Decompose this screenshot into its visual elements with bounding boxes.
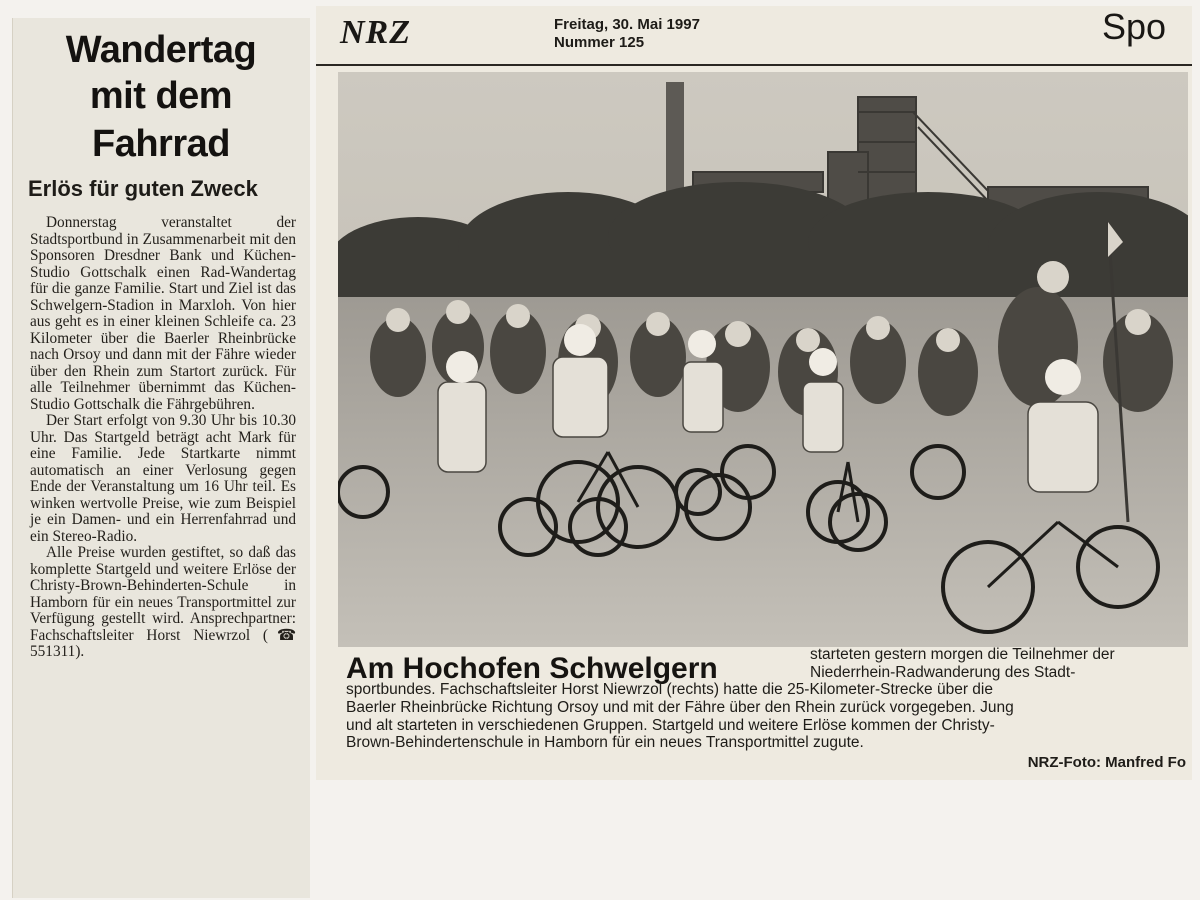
article-headline-line-3: Fahrrad <box>92 123 230 165</box>
chimney-icon <box>666 82 684 202</box>
issue-number: Nummer 125 <box>554 34 645 51</box>
article-subheadline: Erlös für guten Zweck <box>28 176 258 201</box>
group-photo <box>338 72 1188 647</box>
article-paragraph-3: Alle Preise wurden gestiftet, so daß das komplette Startgeld und weitere Erlöse der Christy-Brown-Behinderten-Schule in Hamborn für ein neues Transportmittel zur Verfügung gestellt wird. Ansprechpartner: Fachschaftsleiter Horst Niewrzol (☎ 551311). <box>30 544 296 660</box>
article-headline-line-1: Wandertag <box>65 29 257 71</box>
article-paragraph-1: Donnerstag veranstaltet der Stadtsportbund in Zusammenarbeit mit den Sponsoren Dresdner Bank und Küchen-Studio Gottschalk einen Rad-Wandertag für die ganze Familie. Start und Ziel ist das Schwelgern-Stadion in Marxloh. Von hier aus geht es in einer kleinen Schleife ca. 23 Kilometer über die Baerler Rheinbrücke nach Orsoy und dann mit der Fähre wieder über den Rhein zum Startort zurück. Für alle Teilnehmer übernimmt das Küchen-Studio Gottschalk die Fährgebühren. <box>30 214 296 413</box>
newspaper-masthead <box>316 6 1192 66</box>
article-paragraph-2: Der Start erfolgt von 9.30 Uhr bis 10.30 Uhr. Das Startgeld beträgt acht Mark für eine Familie. Jede Startkarte nimmt automatisch an einer Verlosung gegen Ende der Veranstaltung um 16 Uhr teil. Es winken wertvolle Preise, wie zum Beispiel je ein Damen- und ein Herrenfahrrad und ein Stereo-Radio. <box>30 412 296 545</box>
issue-date: Freitag, 30. Mai 1997 <box>554 16 700 33</box>
group-photo-illustration <box>338 72 1188 647</box>
left-article-clipping <box>12 18 310 898</box>
section-label: Spo <box>1102 6 1167 47</box>
caption-run-in: starteten gestern morgen die Teilnehmer der Niederrhein-Radwanderung des Stadt- <box>810 646 1115 681</box>
article-body <box>30 215 296 661</box>
photo-clipping <box>316 6 1192 780</box>
caption-headline: Am Hochofen Schwelgern <box>346 652 718 685</box>
article-headline-line-2: mit dem <box>89 75 233 117</box>
nrz-logo: NRZ <box>340 14 411 51</box>
caption-text: sportbundes. Fachschaftsleiter Horst Niewrzol (rechts) hatte die 25-Kilometer-Strecke über die Baerler Rheinbrücke Richtung Orsoy und mit der Fähre über den Rhein zurück vorgegeben. Jung und alt starteten in verschiedenen Gruppen. Startgeld und weitere Erlöse kommen der Christy- Brown-Behindertenschule in Hamborn für ein neues Transportmittel zugute. <box>346 681 1014 752</box>
photo-credit: NRZ-Foto: Manfred Fo <box>1027 754 1186 771</box>
